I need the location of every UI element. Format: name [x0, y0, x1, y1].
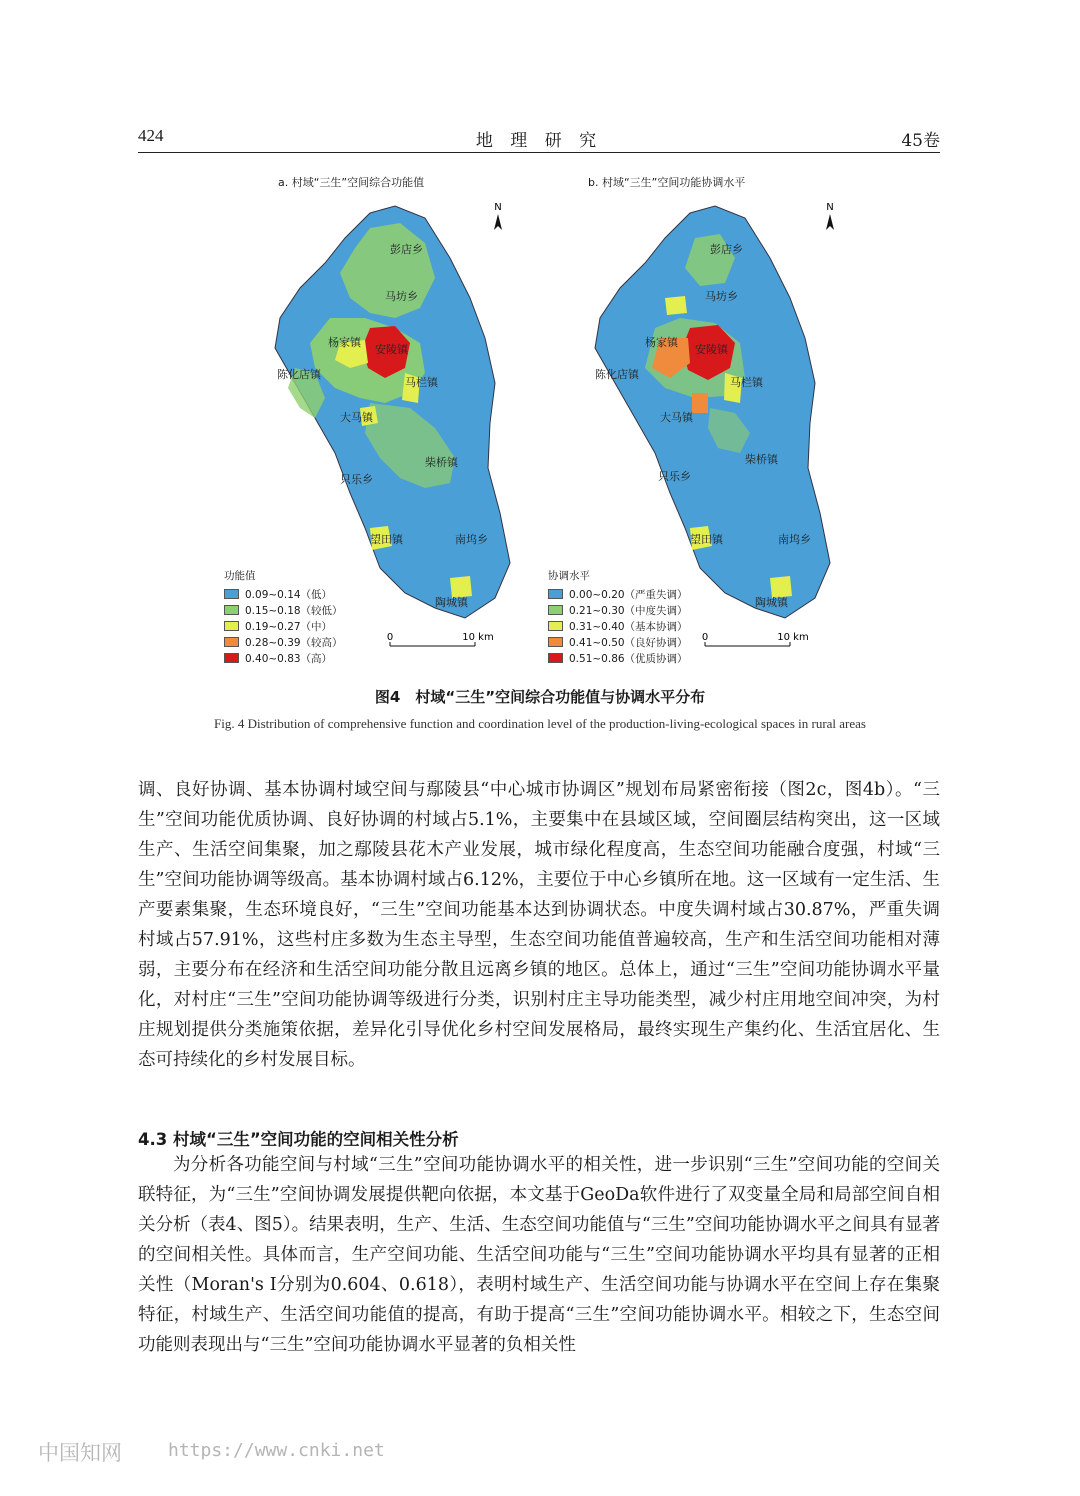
- legend-label: 0.41~0.50（良好协调）: [569, 636, 688, 649]
- running-header: [138, 122, 940, 153]
- figure-caption-cn: 图4 村域“三生”空间综合功能值与协调水平分布: [374, 688, 706, 706]
- volume-label: 45卷: [901, 131, 940, 151]
- legend-swatch: [548, 653, 563, 663]
- north-label: N: [826, 202, 834, 213]
- paragraph: 为分析各功能空间与村域“三生”空间功能协调水平的相关性，进一步识别“三生”空间功能的空间关联特征，为“三生”空间协调发展提供靶向依据，本文基于GeoDa软件进行了双变量全局和局部空间自相关分析（表4、图5）。结果表明，生产、生活、生态空间功能值与“三生”空间功能协调水平之间具有显著的空间相关性。具体而言，生产空间功能、生活空间功能与“三生”空间功能协调水平均具有显著的正相关性（Moran's I分别为0.604、0.618），表明村域生产、生活空间功能与协调水平在空间上存在集聚特征，村域生产、生活空间功能值的提高，有助于提高“三生”空间功能协调水平。相较之下，生态空间功能则表现出与“三生”空间功能协调水平显著的负相关性: [138, 1155, 940, 1355]
- legend-swatch: [224, 637, 239, 647]
- scale-zero: 0: [701, 632, 709, 643]
- legend-swatch: [548, 589, 563, 599]
- place-label: 陶城镇: [435, 596, 468, 609]
- map-b: [540, 168, 900, 668]
- legend-label: 0.21~0.30（中度失调）: [569, 604, 688, 617]
- place-label: 柴桥镇: [745, 453, 778, 466]
- north-label: N: [494, 202, 502, 213]
- scale-label: 10 km: [462, 632, 494, 643]
- map-b-north-arrow: [826, 202, 834, 230]
- map-a-north-arrow: [494, 202, 502, 230]
- scale-label: 10 km: [777, 632, 809, 643]
- legend-label: 0.09~0.14（低）: [245, 588, 333, 601]
- place-label: 马坊乡: [385, 290, 418, 303]
- legend-swatch: [548, 637, 563, 647]
- place-label: 南坞乡: [455, 533, 488, 546]
- place-label: 大马镇: [660, 411, 693, 424]
- legend-label: 0.28~0.39（较高）: [245, 636, 343, 649]
- place-label: 安陵镇: [695, 343, 728, 356]
- map-a-legend: [224, 568, 343, 666]
- legend-item: [548, 634, 688, 650]
- place-label: 陶城镇: [755, 596, 788, 609]
- legend-item: [224, 618, 343, 634]
- map-a-scale-bar: [387, 632, 494, 646]
- place-label: 南坞乡: [778, 533, 811, 546]
- legend-item: [548, 602, 688, 618]
- place-label: 只乐乡: [340, 473, 373, 486]
- journal-title: 地 理 研 究: [475, 131, 603, 151]
- legend-swatch: [548, 621, 563, 631]
- place-label: 只乐乡: [658, 470, 691, 483]
- place-label: 陈化店镇: [277, 368, 321, 381]
- map-b-regions: [595, 206, 830, 618]
- legend-item: [224, 586, 343, 602]
- legend-item: [224, 602, 343, 618]
- page-number: 424: [138, 126, 164, 145]
- legend-label: 0.51~0.86（优质协调）: [569, 652, 688, 665]
- legend-swatch: [224, 589, 239, 599]
- place-label: 马栏镇: [405, 376, 438, 389]
- section-heading: 4.3 村域“三生”空间功能的空间相关性分析: [138, 1130, 459, 1149]
- map-a-title: a. 村域“三生”空间综合功能值: [278, 176, 425, 189]
- map-a-regions: [275, 206, 510, 618]
- scale-zero: 0: [386, 632, 394, 643]
- watermark-url: https://www.cnki.net: [168, 1440, 385, 1461]
- legend-label: 0.15~0.18（较低）: [245, 604, 343, 617]
- place-label: 彭店乡: [390, 243, 423, 256]
- map-a: [220, 168, 580, 668]
- legend-item: [224, 634, 343, 650]
- legend-swatch: [548, 605, 563, 615]
- place-label: 杨家镇: [328, 336, 361, 349]
- legend-item: [548, 650, 688, 666]
- map-b-title: b. 村域“三生”空间功能协调水平: [588, 176, 746, 189]
- legend-label: 0.19~0.27（中）: [245, 620, 333, 633]
- legend-swatch: [224, 605, 239, 615]
- map-b-legend: [548, 568, 688, 666]
- legend-item: [548, 618, 688, 634]
- legend-swatch: [224, 653, 239, 663]
- legend-label: 0.31~0.40（基本协调）: [569, 620, 688, 633]
- place-label: 杨家镇: [645, 336, 678, 349]
- place-label: 马栏镇: [730, 376, 763, 389]
- place-label: 望田镇: [690, 533, 723, 546]
- legend-title: 功能值: [224, 570, 256, 582]
- legend-item: [224, 650, 343, 666]
- legend-item: [548, 586, 688, 602]
- place-label: 安陵镇: [375, 343, 408, 356]
- place-label: 大马镇: [340, 411, 373, 424]
- paragraph: 调、良好协调、基本协调村域空间与鄢陵县“中心城市协调区”规划布局紧密衔接（图2c，图4b）。“三生”空间功能优质协调、良好协调的村域占5.1%，主要集中在县域区域，空间圈层结构突出，这一区域生产、生活空间集聚，加之鄢陵县花木产业发展，城市绿化程度高，生态空间功能融合度强，村域“三生”空间功能协调等级高。基本协调村域占6.12%，主要位于中心乡镇所在地。这一区域有一定生活、生产要素集聚，生态环境良好，“三生”空间功能基本达到协调状态。中度失调村域占30.87%，严重失调村域占57.91%，这些村庄多数为生态主导型，生态空间功能值普遍较高，生产和生活空间功能相对薄弱，主要分布在经济和生活空间功能分散且远离乡镇的地区。总体上，通过“三生”空间功能协调水平量化，对村庄“三生”空间功能协调等级进行分类，识别村庄主导功能类型，减少村庄用地空间冲突，为村庄规划提供分类施策依据，差异化引导优化乡村空间发展格局，最终实现生产集约化、生活宜居化、生态可持续化的乡村发展目标。: [138, 780, 940, 1070]
- place-label: 马坊乡: [705, 290, 738, 303]
- legend-label: 0.00~0.20（严重失调）: [569, 588, 688, 601]
- place-label: 柴桥镇: [425, 456, 458, 469]
- figure-caption-en: Fig. 4 Distribution of comprehensive function and coordination level of the production-living-ecological spaces in rural areas: [214, 716, 866, 731]
- place-label: 望田镇: [370, 533, 403, 546]
- place-label: 彭店乡: [710, 243, 743, 256]
- legend-swatch: [224, 621, 239, 631]
- legend-label: 0.40~0.83（高）: [245, 652, 333, 665]
- map-b-scale-bar: [702, 632, 809, 646]
- place-label: 陈化店镇: [595, 368, 639, 381]
- watermark-brand: 中国知网: [38, 1441, 122, 1465]
- legend-title: 协调水平: [548, 570, 590, 582]
